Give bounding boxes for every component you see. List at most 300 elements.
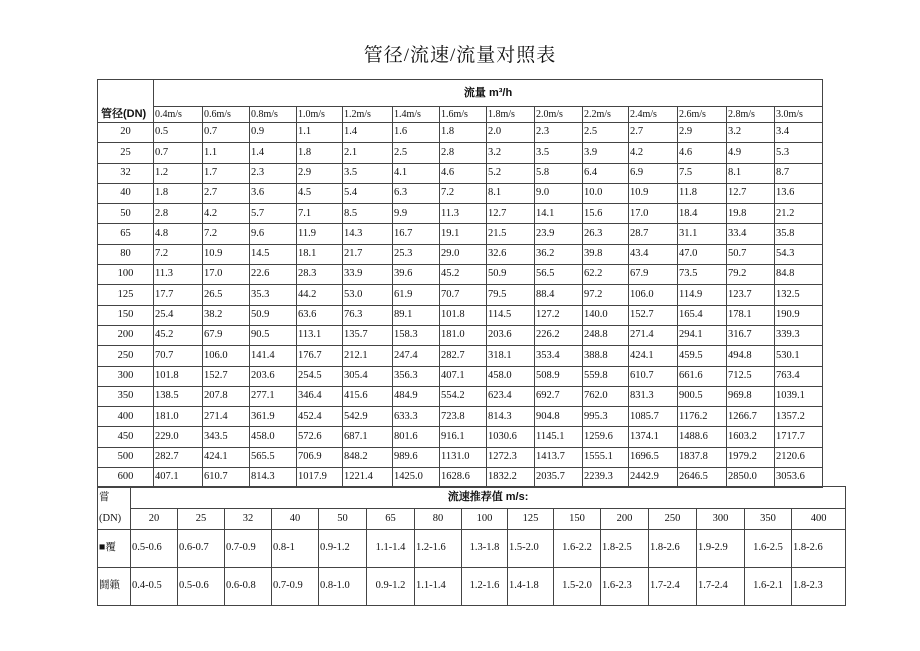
table-row (98, 143, 823, 163)
flow-value-cell: 1.4 (343, 123, 393, 143)
rec-dn-row (98, 509, 846, 530)
flow-value-cell: 7.1 (297, 204, 343, 224)
flow-value-cell: 90.5 (250, 325, 297, 345)
flow-value-cell: 610.7 (629, 366, 678, 386)
flow-value-cell: 101.8 (154, 366, 203, 386)
flow-value-cell: 762.0 (583, 386, 629, 406)
flow-value-cell: 1717.7 (775, 427, 823, 447)
flow-value-cell: 38.2 (203, 305, 250, 325)
flow-value-cell: 7.2 (154, 244, 203, 264)
flow-value-cell: 79.5 (487, 285, 535, 305)
flow-value-cell: 203.6 (487, 325, 535, 345)
dn-cell: 65 (98, 224, 154, 244)
flow-value-cell: 305.4 (343, 366, 393, 386)
flow-value-cell: 62.2 (583, 265, 629, 285)
flow-value-cell: 494.8 (727, 346, 775, 366)
flow-value-cell: 692.7 (535, 386, 583, 406)
dn-cell: 400 (98, 407, 154, 427)
dn-cell: 250 (98, 346, 154, 366)
flow-value-cell: 56.5 (535, 265, 583, 285)
flow-value-cell: 661.6 (678, 366, 727, 386)
flow-value-cell: 190.9 (775, 305, 823, 325)
flow-value-cell: 8.1 (487, 183, 535, 203)
dn-cell: 300 (98, 366, 154, 386)
flow-value-cell: 353.4 (535, 346, 583, 366)
flow-value-cell: 113.1 (297, 325, 343, 345)
flow-value-cell: 1837.8 (678, 447, 727, 467)
flow-value-cell: 79.2 (727, 265, 775, 285)
flow-value-cell: 7.2 (440, 183, 487, 203)
flow-value-cell: 19.1 (440, 224, 487, 244)
flow-value-cell: 388.8 (583, 346, 629, 366)
flow-value-cell: 623.4 (487, 386, 535, 406)
flow-value-cell: 114.9 (678, 285, 727, 305)
flow-value-cell: 1555.1 (583, 447, 629, 467)
flow-value-cell: 0.7 (203, 123, 250, 143)
rec-value-cell: 1.8-2.6 (649, 530, 697, 568)
speed-header-row (98, 107, 823, 123)
flow-value-cell: 141.4 (250, 346, 297, 366)
flow-value-cell: 50.9 (250, 305, 297, 325)
flow-value-cell: 11.3 (440, 204, 487, 224)
rec-dn-cell: 250 (649, 509, 697, 530)
flow-header: 流量 m³/h (154, 80, 823, 107)
flow-value-cell: 610.7 (203, 468, 250, 488)
flow-value-cell: 247.4 (393, 346, 440, 366)
flow-value-cell: 7.5 (678, 163, 727, 183)
flow-value-cell: 89.1 (393, 305, 440, 325)
rec-row2-label: 鬪籟 (98, 568, 131, 606)
rec-value-cell: 1.2-1.6 (415, 530, 462, 568)
flow-value-cell: 47.0 (678, 244, 727, 264)
rec-value-cell: 1.3-1.8 (462, 530, 508, 568)
flow-value-cell: 1.8 (440, 123, 487, 143)
flow-value-cell: 282.7 (440, 346, 487, 366)
rec-value-cell: 0.6-0.8 (225, 568, 272, 606)
table-row (98, 366, 823, 386)
flow-value-cell: 5.4 (343, 183, 393, 203)
flow-value-cell: 73.5 (678, 265, 727, 285)
flow-value-cell: 229.0 (154, 427, 203, 447)
flow-value-cell: 18.4 (678, 204, 727, 224)
flow-value-cell: 969.8 (727, 386, 775, 406)
rec-value-cell: 0.9-1.2 (319, 530, 367, 568)
rec-corner-top: 嘗 (98, 487, 131, 509)
flow-value-cell: 50.7 (727, 244, 775, 264)
rec-value-cell: 1.4-1.8 (508, 568, 554, 606)
flow-value-cell: 70.7 (440, 285, 487, 305)
flow-value-cell: 1221.4 (343, 468, 393, 488)
speed-header: 1.0m/s (297, 107, 343, 123)
flow-value-cell: 203.6 (250, 366, 297, 386)
flow-value-cell: 11.9 (297, 224, 343, 244)
flow-value-cell: 4.6 (440, 163, 487, 183)
rec-corner-bottom: (DN) (98, 509, 131, 530)
flow-value-cell: 84.8 (775, 265, 823, 285)
flow-value-cell: 21.5 (487, 224, 535, 244)
rec-value-cell: 1.5-2.0 (554, 568, 601, 606)
rec-row-2 (98, 568, 846, 606)
flow-value-cell: 1.2 (154, 163, 203, 183)
flow-value-cell: 28.3 (297, 265, 343, 285)
flow-value-cell: 226.2 (535, 325, 583, 345)
flow-value-cell: 343.5 (203, 427, 250, 447)
flow-value-cell: 32.6 (487, 244, 535, 264)
flow-value-cell: 2442.9 (629, 468, 678, 488)
dn-cell: 450 (98, 427, 154, 447)
rec-value-cell: 0.9-1.2 (367, 568, 415, 606)
dn-cell: 20 (98, 123, 154, 143)
flow-value-cell: 9.6 (250, 224, 297, 244)
flow-value-cell: 1039.1 (775, 386, 823, 406)
flow-value-cell: 207.8 (203, 386, 250, 406)
flow-value-cell: 25.4 (154, 305, 203, 325)
speed-header: 2.4m/s (629, 107, 678, 123)
flow-value-cell: 633.3 (393, 407, 440, 427)
flow-value-cell: 2.8 (440, 143, 487, 163)
speed-header: 2.8m/s (727, 107, 775, 123)
flow-value-cell: 1832.2 (487, 468, 535, 488)
speed-header: 1.2m/s (343, 107, 393, 123)
rec-value-cell: 0.5-0.6 (178, 568, 225, 606)
rec-value-cell: 1.2-1.6 (462, 568, 508, 606)
flow-value-cell: 114.5 (487, 305, 535, 325)
flow-value-cell: 21.7 (343, 244, 393, 264)
flow-value-cell: 8.1 (727, 163, 775, 183)
flow-value-cell: 15.6 (583, 204, 629, 224)
flow-value-cell: 97.2 (583, 285, 629, 305)
rec-value-cell: 0.8-1 (272, 530, 319, 568)
dn-cell: 80 (98, 244, 154, 264)
flow-value-cell: 2646.5 (678, 468, 727, 488)
rec-value-cell: 1.6-2.3 (601, 568, 649, 606)
flow-value-cell: 0.9 (250, 123, 297, 143)
flow-value-cell: 127.2 (535, 305, 583, 325)
speed-header: 1.4m/s (393, 107, 440, 123)
flow-value-cell: 152.7 (203, 366, 250, 386)
flow-value-cell: 2.8 (154, 204, 203, 224)
rec-value-cell: 1.5-2.0 (508, 530, 554, 568)
rec-value-cell: 1.8-2.5 (601, 530, 649, 568)
flow-value-cell: 101.8 (440, 305, 487, 325)
flow-value-cell: 424.1 (629, 346, 678, 366)
dn-cell: 100 (98, 265, 154, 285)
flow-value-cell: 1085.7 (629, 407, 678, 427)
rec-dn-cell: 150 (554, 509, 601, 530)
rec-dn-cell: 300 (697, 509, 745, 530)
rec-value-cell: 1.7-2.4 (649, 568, 697, 606)
flow-value-cell: 4.5 (297, 183, 343, 203)
flow-table (97, 79, 823, 488)
rec-value-cell: 1.7-2.4 (697, 568, 745, 606)
flow-value-cell: 1603.2 (727, 427, 775, 447)
rec-value-cell: 0.4-0.5 (131, 568, 178, 606)
dn-cell: 200 (98, 325, 154, 345)
flow-value-cell: 6.9 (629, 163, 678, 183)
flow-value-cell: 916.1 (440, 427, 487, 447)
rec-dn-cell: 25 (178, 509, 225, 530)
flow-value-cell: 1.1 (297, 123, 343, 143)
speed-header: 0.6m/s (203, 107, 250, 123)
rec-dn-cell: 50 (319, 509, 367, 530)
flow-value-cell: 2239.3 (583, 468, 629, 488)
flow-value-cell: 1.8 (297, 143, 343, 163)
rec-value-cell: 1.1-1.4 (367, 530, 415, 568)
flow-value-cell: 316.7 (727, 325, 775, 345)
flow-value-cell: 176.7 (297, 346, 343, 366)
dn-cell: 500 (98, 447, 154, 467)
flow-value-cell: 1266.7 (727, 407, 775, 427)
rec-value-cell: 1.1-1.4 (415, 568, 462, 606)
flow-value-cell: 254.5 (297, 366, 343, 386)
flow-value-cell: 4.9 (727, 143, 775, 163)
rec-value-cell: 1.6-2.2 (554, 530, 601, 568)
flow-value-cell: 12.7 (487, 204, 535, 224)
table-row (98, 204, 823, 224)
flow-value-cell: 763.4 (775, 366, 823, 386)
flow-value-cell: 458.0 (250, 427, 297, 447)
flow-value-cell: 271.4 (629, 325, 678, 345)
flow-value-cell: 2.1 (343, 143, 393, 163)
flow-value-cell: 2120.6 (775, 447, 823, 467)
table-row (98, 386, 823, 406)
flow-value-cell: 2.7 (203, 183, 250, 203)
rec-dn-cell: 80 (415, 509, 462, 530)
rec-dn-cell: 400 (792, 509, 846, 530)
flow-value-cell: 3.4 (775, 123, 823, 143)
flow-value-cell: 11.3 (154, 265, 203, 285)
flow-value-cell: 0.7 (154, 143, 203, 163)
dn-cell: 600 (98, 468, 154, 488)
flow-value-cell: 424.1 (203, 447, 250, 467)
flow-value-cell: 3.9 (583, 143, 629, 163)
flow-value-cell: 814.3 (250, 468, 297, 488)
flow-value-cell: 565.5 (250, 447, 297, 467)
flow-value-cell: 848.2 (343, 447, 393, 467)
flow-value-cell: 1425.0 (393, 468, 440, 488)
flow-value-cell: 10.9 (629, 183, 678, 203)
flow-value-cell: 67.9 (203, 325, 250, 345)
rec-value-cell: 1.6-2.5 (745, 530, 792, 568)
table-row (98, 325, 823, 345)
rec-dn-cell: 40 (272, 509, 319, 530)
table-row (98, 468, 823, 488)
flow-value-cell: 25.3 (393, 244, 440, 264)
flow-value-cell: 1259.6 (583, 427, 629, 447)
flow-value-cell: 294.1 (678, 325, 727, 345)
flow-value-cell: 554.2 (440, 386, 487, 406)
flow-value-cell: 35.8 (775, 224, 823, 244)
flow-value-cell: 0.5 (154, 123, 203, 143)
flow-value-cell: 407.1 (154, 468, 203, 488)
flow-value-cell: 2.0 (487, 123, 535, 143)
flow-value-cell: 17.0 (629, 204, 678, 224)
rec-row1-label: ■覆 (98, 530, 131, 568)
flow-value-cell: 3.5 (535, 143, 583, 163)
flow-value-cell: 1696.5 (629, 447, 678, 467)
rec-dn-cell: 125 (508, 509, 554, 530)
table-row (98, 407, 823, 427)
flow-value-cell: 723.8 (440, 407, 487, 427)
flow-value-cell: 17.7 (154, 285, 203, 305)
flow-value-cell: 12.7 (727, 183, 775, 203)
flow-value-cell: 1374.1 (629, 427, 678, 447)
flow-value-cell: 2035.7 (535, 468, 583, 488)
flow-value-cell: 2.5 (393, 143, 440, 163)
flow-value-cell: 33.4 (727, 224, 775, 244)
flow-value-cell: 9.0 (535, 183, 583, 203)
flow-value-cell: 5.2 (487, 163, 535, 183)
rec-value-cell: 1.9-2.9 (697, 530, 745, 568)
flow-value-cell: 572.6 (297, 427, 343, 447)
flow-value-cell: 5.7 (250, 204, 297, 224)
speed-header: 2.0m/s (535, 107, 583, 123)
flow-value-cell: 181.0 (440, 325, 487, 345)
recommended-velocity-table (97, 486, 846, 606)
flow-value-cell: 10.0 (583, 183, 629, 203)
flow-value-cell: 346.4 (297, 386, 343, 406)
flow-value-cell: 1.7 (203, 163, 250, 183)
flow-value-cell: 70.7 (154, 346, 203, 366)
flow-value-cell: 1413.7 (535, 447, 583, 467)
flow-value-cell: 26.3 (583, 224, 629, 244)
flow-value-cell: 39.6 (393, 265, 440, 285)
flow-value-cell: 1131.0 (440, 447, 487, 467)
dn-header-blank (98, 80, 154, 107)
flow-value-cell: 271.4 (203, 407, 250, 427)
flow-value-cell: 135.7 (343, 325, 393, 345)
rec-value-cell: 0.7-0.9 (272, 568, 319, 606)
flow-value-cell: 452.4 (297, 407, 343, 427)
speed-header: 2.6m/s (678, 107, 727, 123)
rec-dn-cell: 200 (601, 509, 649, 530)
rec-row-1 (98, 530, 846, 568)
dn-header: 管径(DN) (98, 107, 154, 123)
flow-value-cell: 1272.3 (487, 447, 535, 467)
flow-value-cell: 248.8 (583, 325, 629, 345)
flow-value-cell: 814.3 (487, 407, 535, 427)
flow-value-cell: 484.9 (393, 386, 440, 406)
flow-value-cell: 6.3 (393, 183, 440, 203)
flow-value-cell: 11.8 (678, 183, 727, 203)
flow-value-cell: 10.9 (203, 244, 250, 264)
flow-value-cell: 508.9 (535, 366, 583, 386)
flow-value-cell: 152.7 (629, 305, 678, 325)
flow-value-cell: 181.0 (154, 407, 203, 427)
flow-value-cell: 3.5 (343, 163, 393, 183)
flow-value-cell: 542.9 (343, 407, 393, 427)
flow-value-cell: 459.5 (678, 346, 727, 366)
rec-value-cell: 0.7-0.9 (225, 530, 272, 568)
flow-value-cell: 43.4 (629, 244, 678, 264)
dn-cell: 50 (98, 204, 154, 224)
flow-value-cell: 63.6 (297, 305, 343, 325)
flow-value-cell: 18.1 (297, 244, 343, 264)
flow-value-cell: 1017.9 (297, 468, 343, 488)
flow-value-cell: 2.9 (678, 123, 727, 143)
flow-value-cell: 2.7 (629, 123, 678, 143)
flow-value-cell: 53.0 (343, 285, 393, 305)
page-title: 管径/流速/流量对照表 (363, 45, 557, 66)
flow-value-cell: 50.9 (487, 265, 535, 285)
flow-value-cell: 318.1 (487, 346, 535, 366)
flow-value-cell: 31.1 (678, 224, 727, 244)
flow-value-cell: 1488.6 (678, 427, 727, 447)
flow-value-cell: 1357.2 (775, 407, 823, 427)
flow-value-cell: 35.3 (250, 285, 297, 305)
flow-value-cell: 54.3 (775, 244, 823, 264)
table-row (98, 346, 823, 366)
flow-value-cell: 900.5 (678, 386, 727, 406)
flow-value-cell: 458.0 (487, 366, 535, 386)
dn-cell: 32 (98, 163, 154, 183)
speed-header: 2.2m/s (583, 107, 629, 123)
flow-value-cell: 61.9 (393, 285, 440, 305)
dn-cell: 125 (98, 285, 154, 305)
flow-value-cell: 106.0 (203, 346, 250, 366)
flow-value-cell: 33.9 (343, 265, 393, 285)
flow-value-cell: 19.8 (727, 204, 775, 224)
flow-value-cell: 356.3 (393, 366, 440, 386)
flow-value-cell: 45.2 (440, 265, 487, 285)
flow-value-cell: 1145.1 (535, 427, 583, 447)
table-row (98, 244, 823, 264)
flow-value-cell: 989.6 (393, 447, 440, 467)
flow-header-row (98, 80, 823, 107)
flow-value-cell: 559.8 (583, 366, 629, 386)
speed-header: 1.6m/s (440, 107, 487, 123)
rec-dn-cell: 20 (131, 509, 178, 530)
rec-header-row (98, 487, 846, 509)
flow-value-cell: 1030.6 (487, 427, 535, 447)
flow-value-cell: 138.5 (154, 386, 203, 406)
flow-value-cell: 28.7 (629, 224, 678, 244)
flow-value-cell: 4.2 (629, 143, 678, 163)
flow-value-cell: 1628.6 (440, 468, 487, 488)
rec-value-cell: 1.8-2.3 (792, 568, 846, 606)
dn-cell: 25 (98, 143, 154, 163)
flow-value-cell: 2.3 (535, 123, 583, 143)
flow-value-cell: 2850.0 (727, 468, 775, 488)
rec-value-cell: 0.5-0.6 (131, 530, 178, 568)
flow-value-cell: 14.5 (250, 244, 297, 264)
flow-value-cell: 339.3 (775, 325, 823, 345)
flow-value-cell: 530.1 (775, 346, 823, 366)
flow-value-cell: 5.3 (775, 143, 823, 163)
flow-value-cell: 178.1 (727, 305, 775, 325)
rec-dn-cell: 32 (225, 509, 272, 530)
flow-value-cell: 14.1 (535, 204, 583, 224)
flow-value-cell: 282.7 (154, 447, 203, 467)
table-row (98, 123, 823, 143)
flow-value-cell: 1.6 (393, 123, 440, 143)
flow-value-cell: 13.6 (775, 183, 823, 203)
speed-header: 1.8m/s (487, 107, 535, 123)
flow-value-cell: 3.2 (727, 123, 775, 143)
flow-value-cell: 1176.2 (678, 407, 727, 427)
dn-cell: 40 (98, 183, 154, 203)
speed-header: 0.8m/s (250, 107, 297, 123)
flow-value-cell: 132.5 (775, 285, 823, 305)
flow-value-cell: 44.2 (297, 285, 343, 305)
flow-value-cell: 4.1 (393, 163, 440, 183)
flow-value-cell: 26.5 (203, 285, 250, 305)
flow-value-cell: 2.3 (250, 163, 297, 183)
table-row (98, 224, 823, 244)
flow-value-cell: 904.8 (535, 407, 583, 427)
rec-value-cell: 0.8-1.0 (319, 568, 367, 606)
flow-value-cell: 1979.2 (727, 447, 775, 467)
